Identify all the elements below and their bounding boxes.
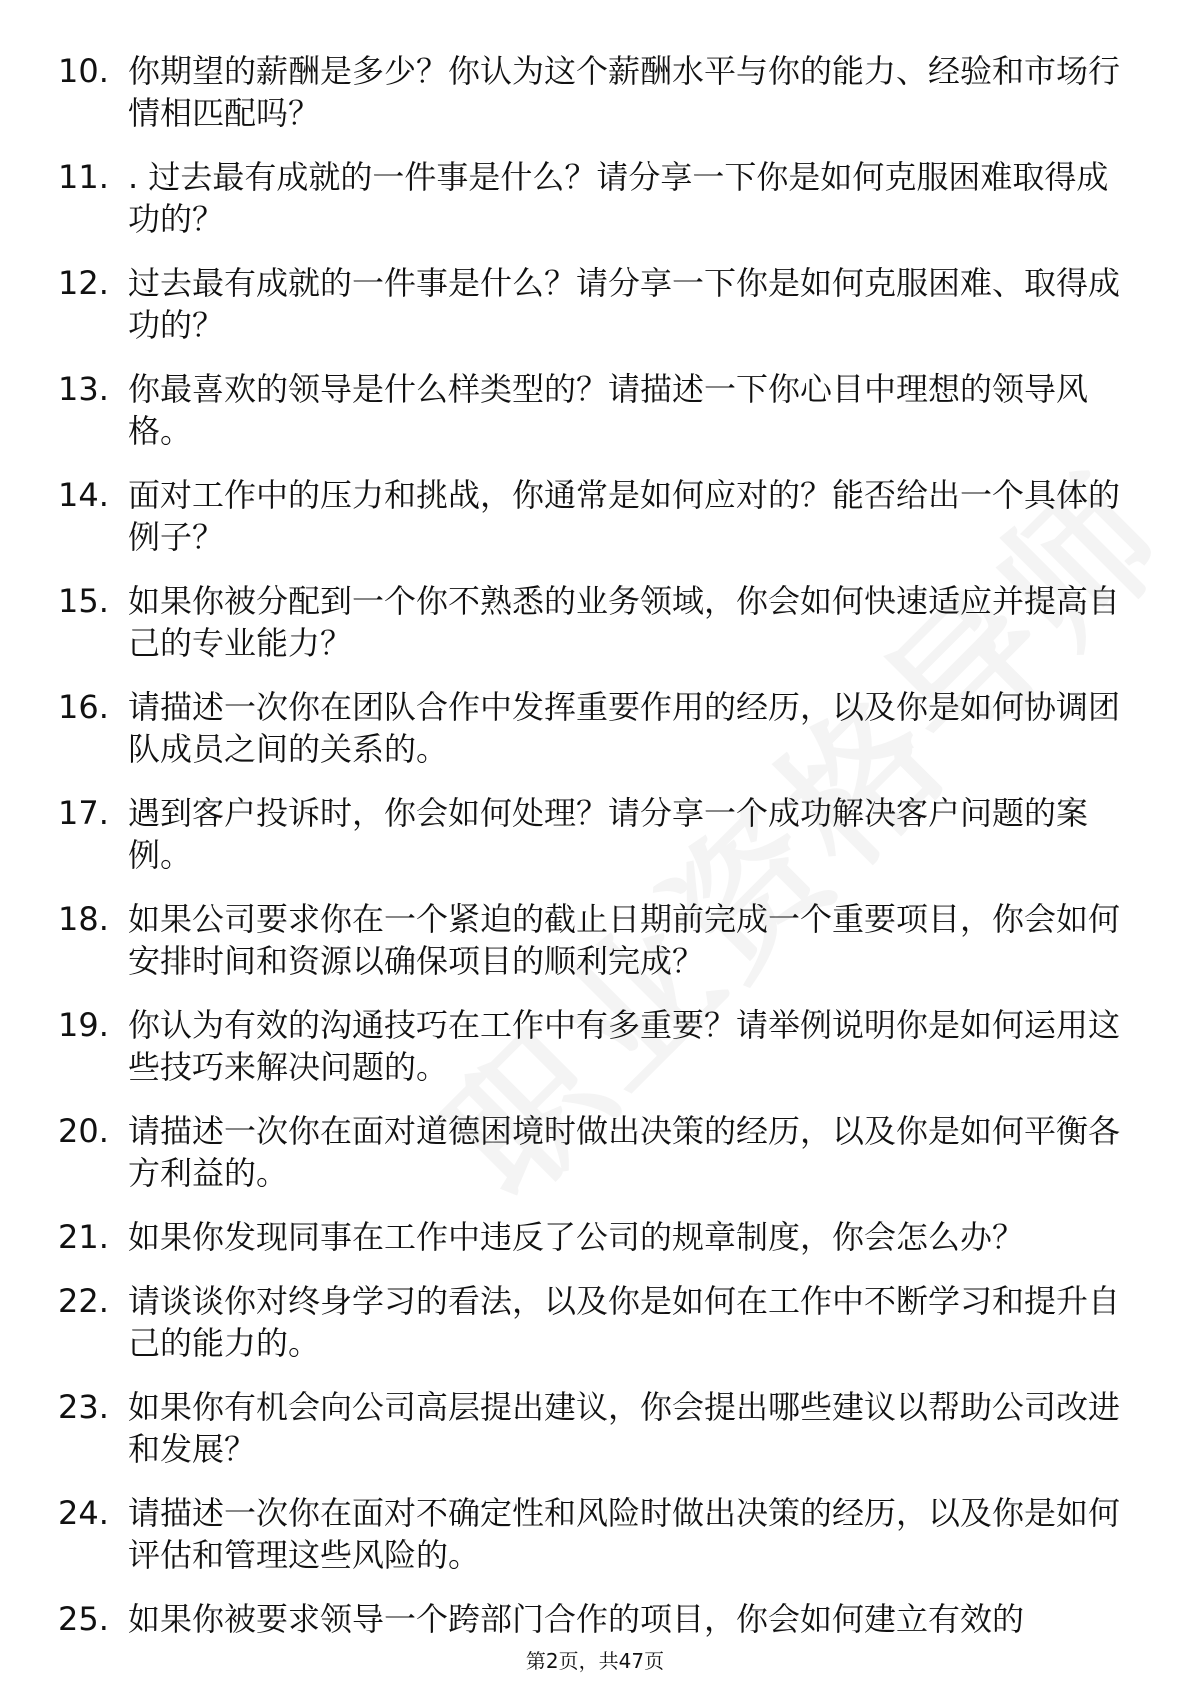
question-text: 你期望的薪酬是多少？你认为这个薪酬水平与你的能力、经验和市场行情相匹配吗？ (128, 52, 1121, 132)
question-text: . 过去最有成就的一件事是什么？请分享一下你是如何克服困难取得成功的？ (128, 158, 1109, 238)
question-list (58, 50, 1138, 1662)
question-item (58, 1598, 1138, 1640)
page-footer: 第2页，共47页 (525, 1649, 665, 1673)
question-text: 如果你发现同事在工作中违反了公司的规章制度，你会怎么办？ (128, 1218, 1025, 1256)
question-text: 遇到客户投诉时，你会如何处理？请分享一个成功解决客户问题的案例。 (128, 794, 1089, 874)
question-number: 17. (58, 794, 109, 832)
question-item (58, 898, 1138, 982)
question-item (58, 50, 1138, 134)
question-number: 22. (58, 1282, 109, 1320)
question-text: 如果你被要求领导一个跨部门合作的项目，你会如何建立有效的 (128, 1600, 1025, 1638)
question-text: 请谈谈你对终身学习的看法，以及你是如何在工作中不断学习和提升自己的能力的。 (128, 1282, 1121, 1362)
question-item (58, 1492, 1138, 1576)
question-text: 如果公司要求你在一个紧迫的截止日期前完成一个重要项目，你会如何安排时间和资源以确保项目的顺利完成？ (128, 900, 1121, 980)
question-number: 18. (58, 900, 109, 938)
question-item (58, 156, 1138, 240)
question-number: 16. (58, 688, 109, 726)
question-number: 19. (58, 1006, 109, 1044)
question-text: 面对工作中的压力和挑战，你通常是如何应对的？能否给出一个具体的例子？ (128, 476, 1121, 556)
question-number: 23. (58, 1388, 109, 1426)
question-text: 过去最有成就的一件事是什么？请分享一下你是如何克服困难、取得成功的？ (128, 264, 1121, 344)
question-item (58, 792, 1138, 876)
question-item (58, 1110, 1138, 1194)
question-number: 11. (58, 158, 109, 196)
question-number: 14. (58, 476, 109, 514)
question-item (58, 580, 1138, 664)
question-item (58, 686, 1138, 770)
question-text: 如果你被分配到一个你不熟悉的业务领域，你会如何快速适应并提高自己的专业能力？ (128, 582, 1121, 662)
question-item (58, 1216, 1138, 1258)
question-number: 10. (58, 52, 109, 90)
question-number: 21. (58, 1218, 109, 1256)
question-number: 13. (58, 370, 109, 408)
question-number: 12. (58, 264, 109, 302)
question-number: 24. (58, 1494, 109, 1532)
question-number: 15. (58, 582, 109, 620)
question-number: 25. (58, 1600, 109, 1638)
question-text: 请描述一次你在团队合作中发挥重要作用的经历，以及你是如何协调团队成员之间的关系的。 (128, 688, 1121, 768)
question-number: 20. (58, 1112, 109, 1150)
question-text: 请描述一次你在面对道德困境时做出决策的经历，以及你是如何平衡各方利益的。 (128, 1112, 1121, 1192)
question-text: 你认为有效的沟通技巧在工作中有多重要？请举例说明你是如何运用这些技巧来解决问题的。 (128, 1006, 1121, 1086)
question-item (58, 368, 1138, 452)
question-item (58, 1386, 1138, 1470)
question-item (58, 1280, 1138, 1364)
question-item (58, 1004, 1138, 1088)
question-text: 如果你有机会向公司高层提出建议，你会提出哪些建议以帮助公司改进和发展？ (128, 1388, 1121, 1468)
question-text: 请描述一次你在面对不确定性和风险时做出决策的经历，以及你是如何评估和管理这些风险的。 (128, 1494, 1121, 1574)
question-text: 你最喜欢的领导是什么样类型的？请描述一下你心目中理想的领导风格。 (128, 370, 1089, 450)
question-item (58, 262, 1138, 346)
question-item (58, 474, 1138, 558)
